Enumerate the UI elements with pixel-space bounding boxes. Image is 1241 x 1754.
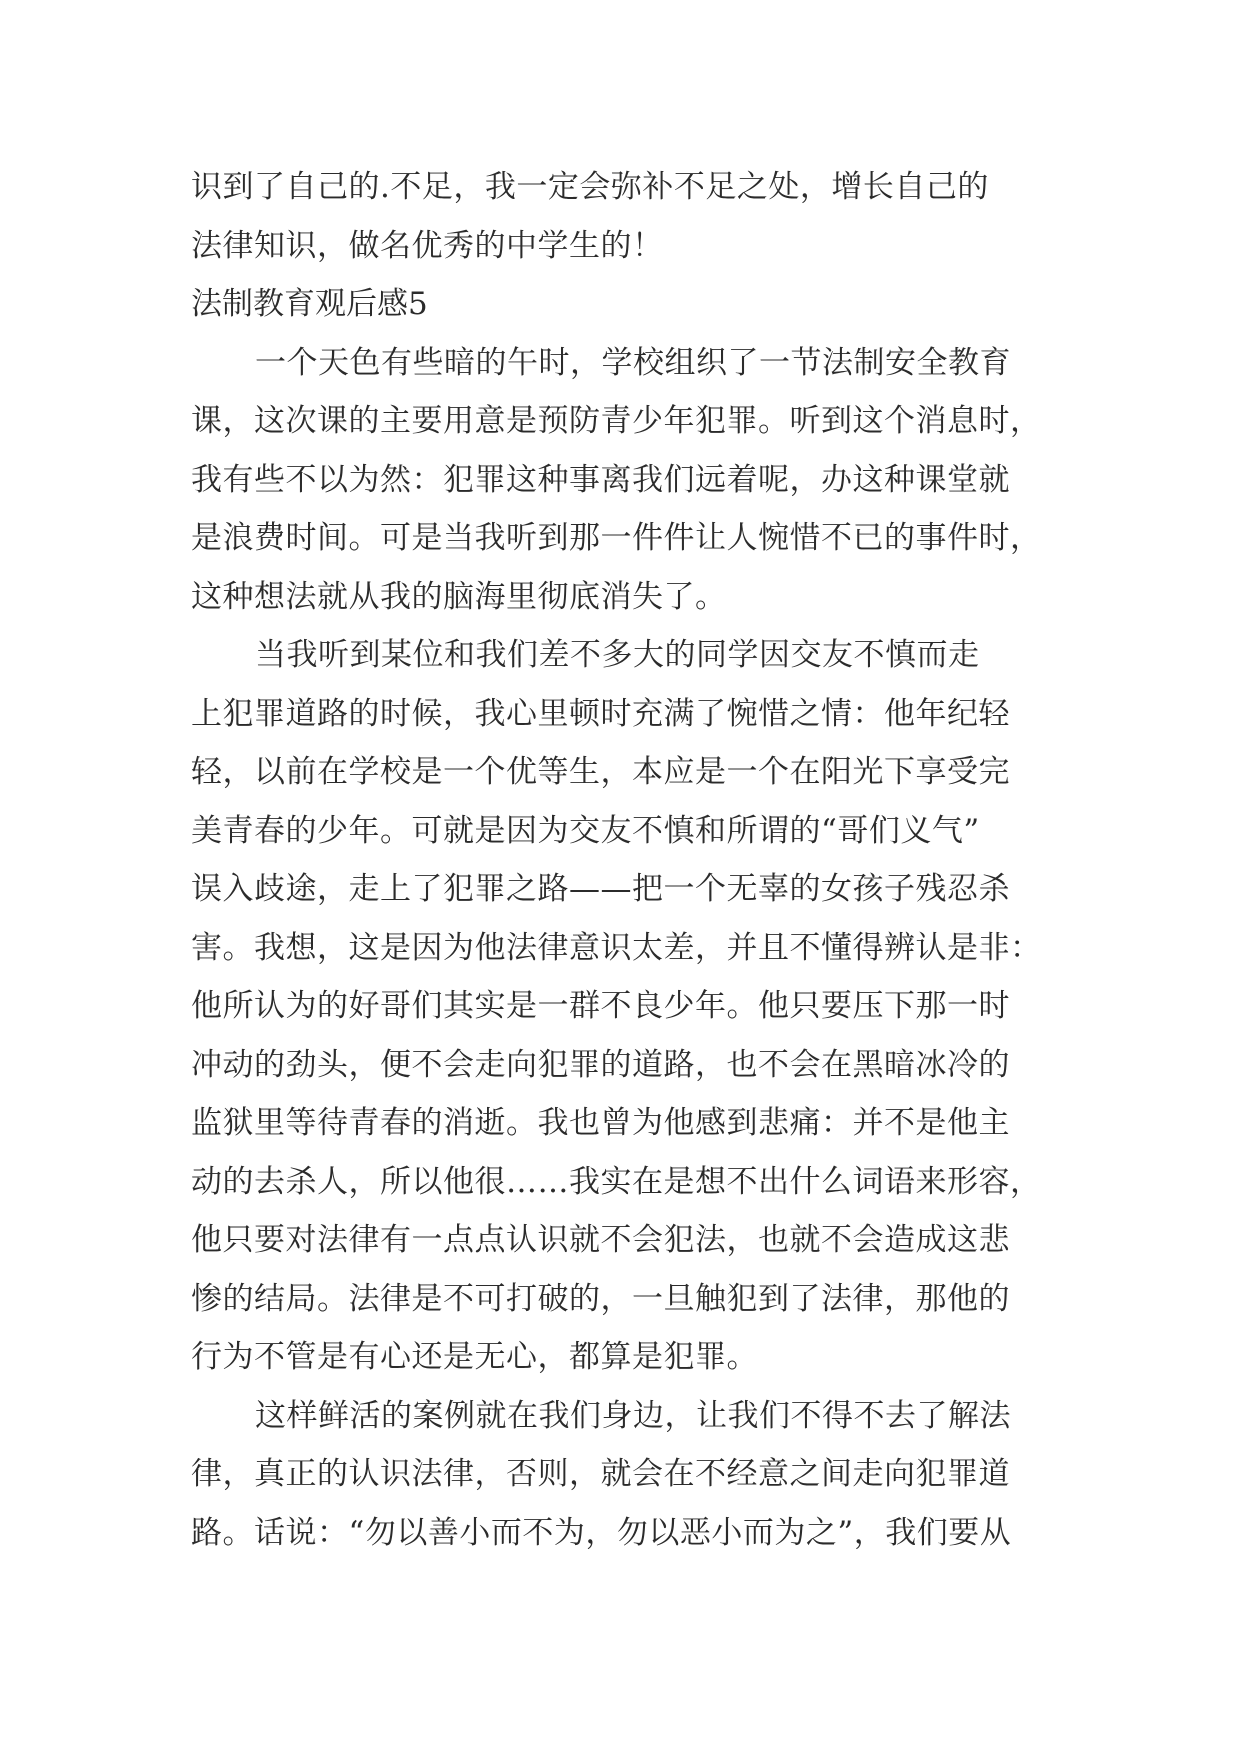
text-line: 冲动的劲头，便不会走向犯罪的道路，也不会在黑暗冰冷的: [191, 1046, 1010, 1083]
text-line: 当我听到某位和我们差不多大的同学因交友不慎而走: [255, 637, 980, 673]
text-line: 他只要对法律有一点点认识就不会犯法，也就不会造成这悲: [191, 1222, 1010, 1258]
text-line: 动的去杀人，所以他很……我实在是想不出什么词语来形容，: [191, 1163, 1042, 1200]
text-line: 我有些不以为然：犯罪这种事离我们远着呢，办这种课堂就: [191, 461, 1010, 498]
text-line: 是浪费时间。可是当我听到那一件件让人惋惜不已的事件时，: [191, 520, 1042, 556]
text-line: 一个天色有些暗的午时，学校组织了一节法制安全教育: [255, 344, 1011, 381]
text-line: 惨的结局。法律是不可打破的，一旦触犯到了法律，那他的: [191, 1280, 1010, 1317]
text-line: 美青春的少年。可就是因为交友不慎和所谓的“哥们义气”: [191, 812, 980, 849]
text-line: 行为不管是有心还是无心，都算是犯罪。: [191, 1339, 758, 1375]
text-line: 他所认为的好哥们其实是一群不良少年。他只要压下那一时: [191, 988, 1010, 1024]
text-line: 法律知识，做名优秀的中学生的！: [191, 227, 664, 264]
text-line: 课，这次课的主要用意是预防青少年犯罪。听到这个消息时，: [191, 403, 1042, 439]
section-heading: 法制教育观后感5: [191, 286, 428, 322]
text-line: 上犯罪道路的时候，我心里顿时充满了惋惜之情：他年纪轻: [191, 695, 1010, 732]
text-line: 监狱里等待青春的消逝。我也曾为他感到悲痛：并不是他主: [191, 1105, 1010, 1141]
text-line: 害。我想，这是因为他法律意识太差，并且不懂得辨认是非：: [191, 929, 1042, 966]
text-line: 误入歧途，走上了犯罪之路——把一个无辜的女孩子残忍杀: [191, 871, 1010, 907]
text-line: 轻，以前在学校是一个优等生，本应是一个在阳光下享受完: [191, 754, 1010, 790]
text-line: 识到了自己的.不足，我一定会弥补不足之处，增长自己的: [191, 169, 989, 205]
text-line: 路。话说：“勿以善小而不为，勿以恶小而为之”，我们要从: [191, 1514, 1012, 1551]
document-body: [191, 158, 1051, 1562]
text-line: 这种想法就从我的脑海里彻底消失了。: [191, 578, 727, 615]
text-line: 这样鲜活的案例就在我们身边，让我们不得不去了解法: [255, 1397, 1011, 1434]
text-line: 律，真正的认识法律，否则，就会在不经意之间走向犯罪道: [191, 1456, 1010, 1492]
